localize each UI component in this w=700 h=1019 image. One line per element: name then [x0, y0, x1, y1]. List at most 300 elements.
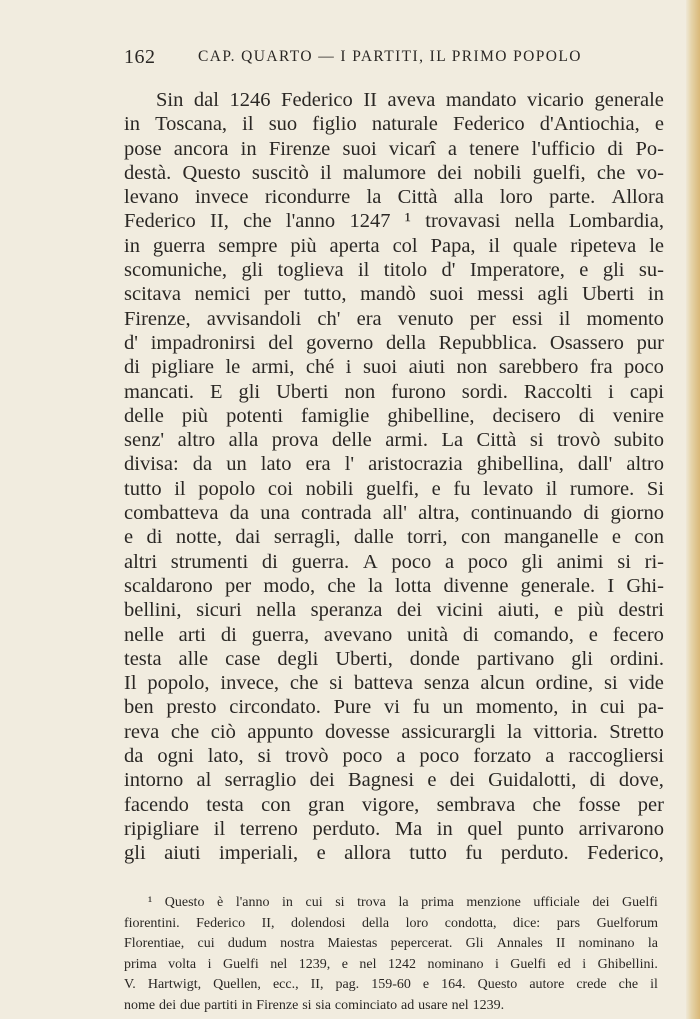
word: si: [329, 672, 343, 695]
word: alla: [453, 186, 484, 209]
word: dove,: [618, 769, 664, 792]
text-line: [124, 574, 664, 598]
text-line: [124, 768, 664, 792]
word: il: [174, 477, 186, 500]
word: contrada: [300, 502, 372, 525]
word: ancora: [173, 137, 229, 160]
word: Lombardia,: [568, 210, 664, 233]
word: si: [604, 672, 618, 695]
word: dei: [437, 161, 463, 184]
word: a: [545, 745, 555, 768]
word: poco: [342, 745, 383, 768]
word: e: [316, 842, 326, 865]
word: messi: [477, 283, 524, 306]
word: dolendosi: [290, 915, 346, 931]
word: il: [357, 259, 370, 282]
word: essi: [512, 307, 543, 330]
word: e: [553, 599, 564, 622]
word: non: [344, 380, 376, 403]
running-title: CAP. QUARTO — I PARTITI, IL PRIMO POPOLO: [198, 48, 582, 65]
word: toglieva: [277, 259, 344, 282]
word: della: [386, 331, 426, 354]
word: testa: [206, 793, 244, 816]
word: Gli: [465, 936, 484, 951]
word: vo-: [636, 161, 664, 184]
word: ripigliare: [124, 817, 200, 840]
word: la: [507, 720, 522, 743]
word: gli: [124, 842, 146, 865]
word: trova: [357, 895, 386, 910]
word: ghibelline,: [387, 404, 475, 427]
word: ordine,: [535, 672, 594, 695]
word: ed: [557, 956, 571, 972]
word: avvisandoli: [206, 307, 302, 330]
word: aristocrazia: [368, 453, 463, 476]
word: suscitò: [251, 161, 309, 184]
word: loro: [499, 186, 533, 209]
word: fu: [412, 696, 430, 719]
word: su-: [638, 259, 664, 282]
footnote-line: [124, 975, 658, 996]
word: figlio: [312, 113, 357, 136]
word: dall': [577, 453, 613, 476]
word: lato,: [207, 745, 244, 768]
word: guelfi,: [532, 161, 586, 184]
word: notte,: [175, 526, 222, 549]
word: Annales: [496, 936, 543, 951]
word: subito: [613, 429, 664, 452]
word: una: [260, 502, 290, 525]
word: giorno: [610, 502, 664, 525]
word: nominano: [427, 956, 484, 972]
word: le: [649, 234, 664, 257]
word: con: [460, 526, 491, 549]
word: Ghibellini.: [597, 956, 658, 972]
word: sempre: [218, 234, 278, 257]
text-line: [124, 647, 664, 671]
word: l'anno: [285, 210, 336, 233]
text-line: [124, 671, 664, 695]
word: ché: [305, 356, 335, 379]
word: Federico,: [587, 842, 664, 865]
word: poco: [467, 550, 508, 573]
word: i: [494, 956, 499, 972]
word: degli: [277, 647, 319, 670]
text-line: [124, 793, 664, 817]
word: nella: [256, 599, 297, 622]
word: pepercerat.: [390, 936, 453, 951]
text-line: [124, 355, 664, 379]
word: tutto: [409, 842, 447, 865]
word: Quellen,: [213, 977, 261, 992]
word: armi,: [251, 356, 295, 379]
text-line: [124, 380, 664, 404]
word: II: [363, 89, 377, 111]
page-number: 162: [124, 46, 156, 68]
word: ciò: [210, 720, 236, 743]
word: Firenze: [256, 997, 299, 1013]
word: sia: [315, 997, 331, 1013]
word: nel: [270, 956, 288, 972]
page-header: [124, 46, 588, 72]
word: prova: [271, 429, 319, 452]
word: rumore.: [569, 477, 635, 500]
word: che: [243, 210, 272, 233]
text-line: [124, 112, 664, 136]
word: delle: [331, 429, 372, 452]
word: ufficiale: [533, 895, 580, 910]
word: Questo: [477, 977, 518, 992]
word: senz': [124, 429, 165, 452]
word: in: [124, 113, 140, 136]
word: ogni: [157, 745, 194, 768]
text-line: [124, 501, 664, 525]
word: dei: [449, 769, 475, 792]
word: case: [225, 647, 261, 670]
word: poco: [391, 550, 432, 573]
word: ad: [401, 997, 415, 1013]
word: testa: [124, 647, 162, 670]
word: e: [611, 526, 621, 549]
word: speranza: [310, 599, 383, 622]
word: animi: [556, 550, 604, 573]
word: alle: [178, 647, 209, 670]
word: nemici: [194, 283, 251, 306]
footnote-line: [124, 914, 658, 935]
word: terreno: [239, 817, 298, 840]
word: I: [607, 574, 615, 597]
word: Po-: [635, 137, 664, 160]
text-line: [124, 161, 664, 185]
word: allora: [344, 842, 391, 865]
word: tutto: [124, 477, 162, 500]
word: ghibellina,: [476, 453, 564, 476]
word: della: [361, 915, 390, 931]
word: lato: [260, 453, 292, 476]
word: comando,: [493, 623, 574, 646]
word: partivano: [476, 647, 555, 670]
word: aveva: [387, 89, 436, 111]
word: arti: [178, 623, 206, 646]
word: e: [579, 259, 589, 282]
word: non: [456, 356, 488, 379]
word: combatteva: [124, 502, 219, 525]
word: perduto.: [500, 842, 569, 865]
word: Federico: [452, 113, 525, 136]
word: Uberti: [581, 283, 635, 306]
word: invece,: [220, 672, 280, 695]
word: Firenze,: [124, 307, 191, 330]
word: loro: [405, 915, 429, 931]
word: sicuri: [196, 599, 242, 622]
word: furono: [391, 380, 446, 403]
word: poco: [419, 745, 460, 768]
word: gli: [521, 550, 544, 573]
word: cui: [197, 936, 215, 951]
word: del: [268, 331, 294, 354]
word: di: [578, 404, 595, 427]
word: pag.: [335, 977, 360, 992]
word: pigliare: [151, 356, 215, 379]
text-line: [124, 331, 664, 355]
word: per: [224, 574, 252, 597]
word: assicurargli: [401, 720, 496, 743]
text-line: [124, 477, 664, 501]
text-line: [124, 185, 664, 209]
word: venire: [612, 404, 664, 427]
word: vi: [384, 696, 400, 719]
word: condotta,: [444, 915, 497, 931]
word: 1242: [388, 956, 416, 972]
word: capi: [629, 380, 664, 403]
word: aiuti,: [497, 599, 540, 622]
page-edge: [686, 0, 700, 1019]
word: parte.: [549, 186, 596, 209]
word: in: [282, 895, 293, 910]
word: la: [367, 574, 383, 597]
word: ripeteva: [570, 234, 637, 257]
word: aiuti: [164, 842, 201, 865]
word: tenere: [469, 137, 520, 160]
word: ch': [317, 307, 341, 330]
word: di: [146, 526, 163, 549]
text-line: [124, 137, 664, 161]
text-line: [124, 841, 664, 865]
word: le: [225, 356, 241, 379]
text-line: [124, 817, 664, 841]
word: titolo: [383, 259, 428, 282]
word: Federico: [196, 915, 246, 931]
word: e: [654, 113, 664, 136]
word: dovesse: [324, 720, 390, 743]
word: arrivarono: [578, 817, 664, 840]
word: Ma: [394, 817, 423, 840]
word: altri: [124, 550, 158, 573]
footnote: [124, 893, 658, 1016]
word: più: [577, 599, 604, 622]
word: il: [558, 307, 571, 330]
word: dei: [159, 997, 177, 1013]
word: Si: [646, 477, 664, 500]
word: la: [398, 895, 409, 910]
word: pars: [556, 915, 581, 931]
word: sordi.: [461, 380, 508, 403]
word: tutto,: [303, 283, 347, 306]
word: nobili: [305, 477, 354, 500]
word: fra: [589, 356, 613, 379]
word: V.: [124, 977, 136, 992]
word: intorno: [124, 769, 184, 792]
word: di: [583, 502, 600, 525]
footnote-line: [124, 996, 658, 1017]
word: si: [257, 745, 272, 768]
word: ben: [124, 696, 154, 719]
word: dei: [396, 599, 422, 622]
word: dudum: [227, 936, 267, 951]
word: vicini: [436, 599, 484, 622]
word: vicario: [527, 89, 584, 111]
word: gli: [571, 647, 593, 670]
word: a: [447, 137, 457, 160]
word: due: [180, 997, 201, 1013]
word: delle: [124, 404, 164, 427]
word: altro: [177, 429, 216, 452]
word: presto: [166, 696, 217, 719]
word: vide: [628, 672, 664, 695]
word: 159-60: [371, 977, 411, 992]
word: 1247: [349, 210, 391, 233]
word: fu: [465, 842, 483, 865]
word: Città: [397, 186, 438, 209]
word: in: [647, 283, 664, 306]
word: alcun: [480, 672, 525, 695]
word: di: [607, 137, 624, 160]
word: 1246: [229, 89, 271, 111]
word: dai: [235, 526, 261, 549]
word: gli: [602, 259, 625, 282]
word: destà.: [124, 161, 172, 184]
word: trovò: [557, 429, 601, 452]
word: il: [213, 817, 226, 840]
word: i: [582, 956, 587, 972]
word: alla: [228, 429, 259, 452]
word: di: [124, 356, 140, 379]
word: Repubblica.: [438, 331, 538, 354]
word: Imperatore,: [469, 259, 565, 282]
word: guerra,: [251, 623, 310, 646]
word: un: [226, 453, 247, 476]
word: e: [341, 956, 348, 972]
word: Allora: [611, 186, 664, 209]
word: e: [422, 977, 430, 992]
word: il: [242, 113, 254, 136]
word: popolo: [198, 477, 256, 500]
word: quel: [467, 817, 503, 840]
word: per: [263, 283, 291, 306]
word: dice:: [512, 915, 541, 931]
footnote-line: [124, 934, 658, 955]
word: 164.: [441, 977, 466, 992]
word: Stretto: [609, 720, 664, 743]
word: la: [366, 186, 382, 209]
word: levato: [483, 477, 534, 500]
word: vicarî: [388, 137, 436, 160]
word: i: [207, 956, 212, 972]
word: in: [241, 997, 253, 1013]
word: senza: [423, 672, 470, 695]
word: nel: [451, 997, 469, 1013]
word: mandò: [360, 283, 416, 306]
word: divenne: [443, 574, 509, 597]
text-line: [124, 623, 664, 647]
word: in: [124, 234, 140, 257]
word: fosse: [578, 793, 621, 816]
word: punto: [517, 817, 564, 840]
word: Guidalotti,: [488, 769, 577, 792]
word: donde: [409, 647, 460, 670]
word: di: [261, 550, 278, 573]
word: aperta: [329, 234, 380, 257]
word: cui: [305, 895, 323, 910]
word: imperiali,: [219, 842, 299, 865]
word: si: [335, 895, 345, 910]
word: unità: [407, 623, 449, 646]
word: decisero: [492, 404, 561, 427]
word: venuto: [397, 307, 454, 330]
word: partiti: [204, 997, 238, 1013]
word: nominano: [578, 936, 635, 951]
word: cominciato: [334, 997, 398, 1013]
text-line: [124, 525, 664, 549]
word: dal: [193, 89, 219, 111]
word: coi: [267, 477, 293, 500]
word: generale.: [520, 574, 596, 597]
word: Guelforum: [596, 915, 658, 931]
word: dei: [592, 895, 610, 910]
word: Il: [124, 672, 137, 695]
word: facendo: [124, 793, 189, 816]
word: guerra.: [291, 550, 350, 573]
word: il: [320, 161, 332, 184]
word: impadronirsi: [150, 331, 256, 354]
word: suo: [268, 113, 298, 136]
word: di: [220, 623, 237, 646]
word: divisa:: [124, 453, 179, 476]
text-line: [124, 695, 664, 719]
word: nostra: [280, 936, 315, 951]
word: forzato: [473, 745, 532, 768]
word: il: [545, 477, 558, 500]
word: ricondurre: [264, 186, 351, 209]
word: fecero: [612, 623, 664, 646]
word: vittoria.: [533, 720, 598, 743]
word: suoi: [342, 137, 377, 160]
word: destri: [618, 599, 664, 622]
word: II,: [261, 915, 275, 931]
word: La: [441, 429, 464, 452]
word: popolo,: [147, 672, 210, 695]
word: trovavasi: [425, 210, 501, 233]
word: il: [650, 977, 658, 992]
word: scaldarono: [124, 574, 213, 597]
word: con: [261, 793, 291, 816]
text-line: [124, 307, 664, 331]
word: Città: [476, 429, 517, 452]
word: trovò: [285, 745, 329, 768]
word: raccogliersi: [568, 745, 664, 768]
word: altra,: [418, 502, 460, 525]
word: che: [170, 720, 200, 743]
word: si: [617, 550, 631, 573]
word: gran: [308, 793, 345, 816]
word: all': [382, 502, 407, 525]
word: continuando: [470, 502, 573, 525]
word: era: [356, 307, 382, 330]
word: aiuti: [408, 356, 446, 379]
word: serraglio: [224, 769, 297, 792]
word: levano: [124, 186, 179, 209]
word: circondato.: [229, 696, 321, 719]
word: dalle: [353, 526, 394, 549]
word: nel: [359, 956, 377, 972]
word: momento,: [475, 696, 559, 719]
word: col: [392, 234, 418, 257]
word: d'Antiochia,: [539, 113, 640, 136]
word: Hartwigt,: [147, 977, 202, 992]
word: in: [571, 696, 588, 719]
word: per: [469, 307, 496, 330]
word: Bagnesi: [347, 769, 415, 792]
